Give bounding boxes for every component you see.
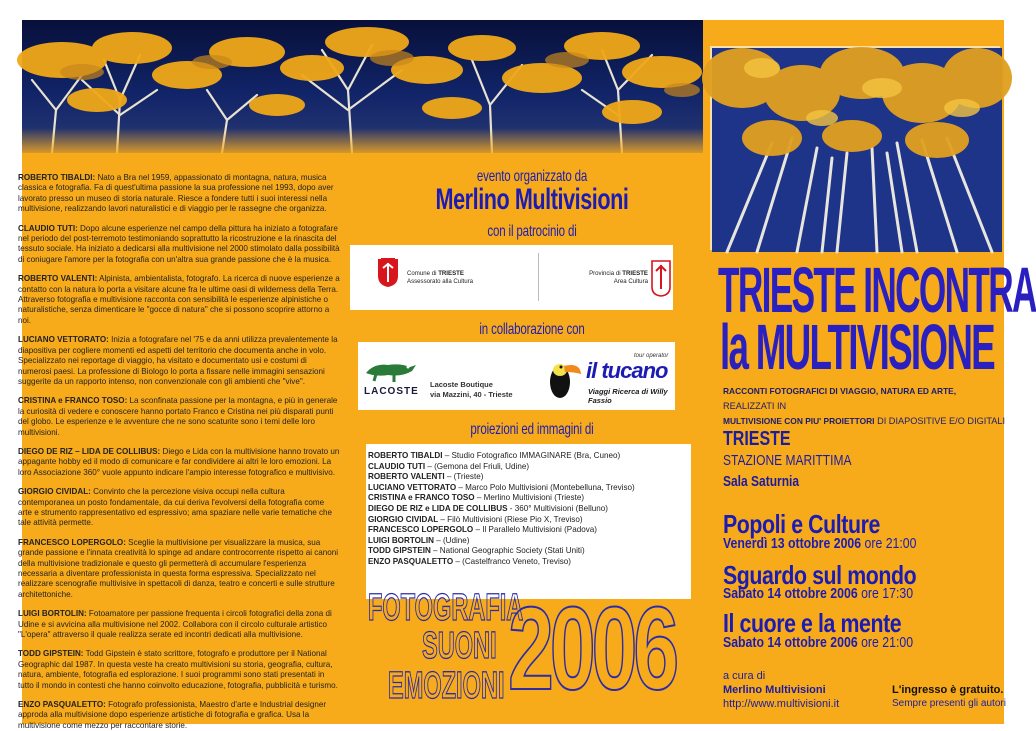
title-line-2: la MULTIVISIONE <box>720 311 995 383</box>
event-1-title: Popoli e Culture <box>723 509 880 539</box>
curated-by-label: a cura di <box>723 670 766 682</box>
list-item: ROBERTO TIBALDI – Studio Fotografico IMMAGINARE (Bra, Cuneo) <box>368 451 621 460</box>
organized-by-label: evento organizzato da <box>476 168 588 185</box>
bios-column <box>18 173 340 730</box>
list-item: GIORGIO CIVIDAL – Filò Multivisioni (Riese Pio X, Treviso) <box>368 514 583 524</box>
list-item: CLAUDIO TUTI – (Gemona del Friuli, Udine) <box>368 461 530 471</box>
forest-photo-right <box>710 46 1000 250</box>
word-suoni: SUONI <box>422 625 497 667</box>
bio-paragraph: LUCIANO VETTORATO: Inizia a fotografare nel '75 e da anni utilizza prevalentemente la diapositiva per cogliere momenti ed aspetti del territorio che documenta anche in volo. Specializzato nei reportage di viaggio, ha visitato e documentato usi e costumi di numerosi paesi. La professione di Biologo lo porta a fissare nelle immagini sensazioni suggerite da un rapporto intenso, non convenzionale con gli ambienti che "vive". <box>18 335 338 386</box>
venue-label: STAZIONE MARITTIMA <box>723 452 852 469</box>
tucano-tagline: tour operator <box>634 353 669 359</box>
word-emozioni: EMOZIONI <box>388 665 505 707</box>
event-3-date: Sabato 14 ottobre 2006 ore 21:00 <box>723 634 914 651</box>
forest-photo-banner <box>22 20 703 153</box>
divider <box>538 253 539 301</box>
event-3-title: Il cuore e la mente <box>723 608 902 638</box>
bio-paragraph: ENZO PASQUALETTO: Fotografo professionista, Maestro d'arte e Industrial designer approda alla multivisione dopo esperienze artistiche di fotografia e grafica. Usa la multivisione come mezzo per raccontare storie. <box>18 700 327 730</box>
list-item: ENZO PASQUALETTO – (Castelfranco Veneto, Treviso) <box>368 556 572 566</box>
event-2-title: Sguardo sul mondo <box>723 560 917 590</box>
list-item: LUCIANO VETTORATO – Marco Polo Multivisioni (Montebelluna, Treviso) <box>368 482 635 492</box>
bio-paragraph: CRISTINA e FRANCO TOSO: La sconfinata passione per la montagna, e più in generale la curiosità di vedere e conoscere hanno portato Franco e Cristina nei più disparati punti del globo. Le esperienze e le avventure che ne sono scaturite sono i temi delle loro multivisioni. <box>18 396 338 437</box>
bio-paragraph: GIORGIO CIVIDAL: Convinto che la percezione visiva occupi nella cultura contemporanea un posto fondamentale, da cui deriva l'evolversi della fotografia come arte e strumento rappresentativo ed espressivo; ama spaziare nelle varie tematiche che tale attività permette. <box>18 487 333 528</box>
subtitle: RACCONTI FOTOGRAFICI DI VIAGGIO, NATURA ED ARTE, REALIZZATI IN MULTIVISIONE CON PIU' PROIETTORI DI DIAPOSITIVE E/O DIGITALI <box>723 386 1006 426</box>
bio-paragraph: CLAUDIO TUTI: Dopo alcune esperienze nel campo della pittura ha iniziato a fotografare nel periodo del post-terremoto testimoniando soprattutto la ricostruzione e la rinascita del tessuto sociale. Ha iniziato a dedicarsi alla multivisione nel 2000 stimolato dalla possibilità di coniugare l'amore per la fotografia con un'altra sua grande passione che è la musica. <box>18 223 340 264</box>
tucano-slogan: Viaggi Ricerca di Willy Fassio <box>588 387 668 405</box>
bio-paragraph: ROBERTO TIBALDI: Nato a Bra nel 1959, appassionato di montagna, natura, musica classica e fotografia. Fa di quest'ultima passione la sua professione nel 1993, dopo aver lavorato presso un museo di storia naturale. Riesce a fondere tutti i suoi interessi nella multivisione, realizzando lavori naturalistici e di viaggio per le rassegne che organizza. <box>18 173 334 214</box>
lacoste-address: Lacoste Boutique via Mazzini, 40 - Trieste <box>430 380 513 399</box>
list-item: DIEGO DE RIZ e LIDA DE COLLIBUS - 360° Multivisioni (Belluno) <box>368 503 608 513</box>
patronage-box <box>350 245 673 310</box>
patronage-label: con il patrocinio di <box>487 223 577 240</box>
event-2-date: Sabato 14 ottobre 2006 ore 17:30 <box>723 585 914 602</box>
bio-paragraph: DIEGO DE RIZ – LIDA DE COLLIBUS: Diego e Lida con la multivisione hanno trovato un appagante hobby ed il modo di comunicare e far condividere ai altri le loro emozioni. La loro Associazione 360° vuole appunto indicare l'ampio interesse fotografico e multivisivo. <box>18 446 340 477</box>
crocodile-logo-icon <box>364 355 418 385</box>
bio-paragraph: ROBERTO VALENTI: Alpinista, ambientalista, fotografo. La ricerca di nuove esperienze a contatto con la natura lo porta a visitare alcune fra le ultime oasi di wilderness della Terra. Attraverso fotografia e multivisione racconta con sensibilità le esperienze alpinistiche o naturalistiche, senza dimenticare le "gocce di natura" che si possono scoprire attorno a noi. <box>18 274 340 325</box>
list-item: LUIGI BORTOLIN – (Udine) <box>368 535 470 545</box>
provincia-crest-icon <box>650 259 672 297</box>
toucan-logo-icon <box>548 354 582 404</box>
list-item: FRANCESCO LOPERGOLO – Il Parallelo Multivisioni (Padova) <box>368 525 597 535</box>
event-1-date: Venerdì 13 ottobre 2006 ore 21:00 <box>723 535 917 552</box>
hall-label: Sala Saturnia <box>723 473 800 490</box>
organizer-heading: Merlino Multivisioni <box>435 183 629 216</box>
free-entry-note: Sempre presenti gli autori <box>892 698 1006 709</box>
brochure-page <box>18 20 1036 730</box>
website-link[interactable]: http://www.multivisioni.it <box>723 698 840 710</box>
lacoste-logo: LACOSTE <box>364 386 419 397</box>
city-label: TRIESTE <box>723 428 791 450</box>
authors-list <box>366 444 691 599</box>
year-2006: 2006 <box>508 583 675 715</box>
list-item: ROBERTO VALENTI – (Trieste) <box>368 472 484 482</box>
collaboration-label: in collaborazione con <box>479 321 585 338</box>
curator-name: Merlino Multivisioni <box>723 684 826 696</box>
list-item: TODD GIPSTEIN – National Geographic Society (Stati Uniti) <box>368 546 585 556</box>
word-fotografia: FOTOGRAFIA <box>368 587 524 629</box>
comune-label: Comune di TRIESTE Assessorato alla Cultura <box>407 270 474 285</box>
sponsors-box <box>358 342 675 410</box>
list-item: CRISTINA e FRANCO TOSO – Merlino Multivisioni (Trieste) <box>368 493 585 503</box>
provincia-label: Provincia di TRIESTE Area Cultura <box>589 270 648 285</box>
title-line-1: TRIESTE INCONTRA <box>718 254 1036 326</box>
bio-paragraph: LUIGI BORTOLIN: Fotoamatore per passione frequenta i circoli fotografici della zona di Udine e si avvicina alla multivisione nel 2002. Collabora con il circolo culturale artistico "L'opera" attraverso il quale realizza serate ed incontri dedicati alla multivisione. <box>18 609 332 640</box>
free-entry-label: L'ingresso è gratuito. <box>892 684 1004 696</box>
bio-paragraph: TODD GIPSTEIN: Todd Gipstein è stato scrittore, fotografo e produttore per il National Geographic dal 1987. In questa veste ha creato multivisioni su storia, geografia, cultura, natura, ambiente, fotografia ed esplorazione. I suoi programmi sono stati presentati in tutto il mondo in contesti che hanno coinvolto educazione, fotografia, pubblicità e turismo. <box>18 649 338 690</box>
comune-crest-icon <box>377 258 399 288</box>
tucano-logo: il tucano <box>586 358 668 383</box>
bio-paragraph: FRANCESCO LOPERGOLO: Sceglie la multivisione per visualizzare la musica, sua grande passione e l'innata creatività lo spinge ad andare controcorrente rispetto ai canoni della multivisione tradizionale e questo gli permetterà di accumulare l'esperienza necessaria a diventare professionista in questa forma espressiva. Specializzato nel realizzare scenografie multivisive in spettacoli di danza, teatro e concerti e sulle strutture architettoniche. <box>18 537 339 599</box>
projections-label: proiezioni ed immagini di <box>470 421 594 438</box>
